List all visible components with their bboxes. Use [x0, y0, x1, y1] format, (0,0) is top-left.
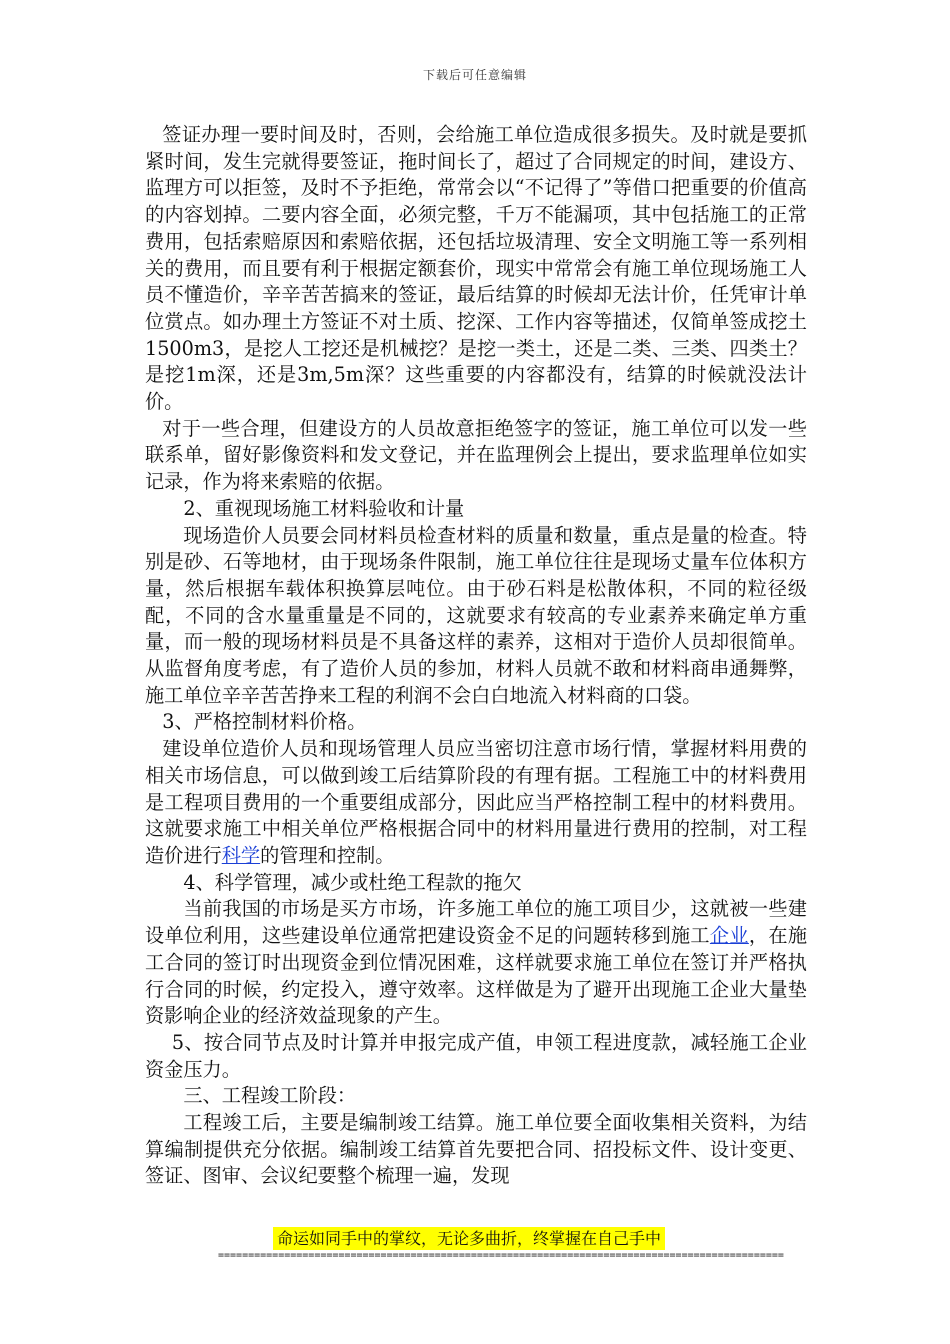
paragraph-final-settlement: 工程竣工后，主要是编制竣工结算。施工单位要全面收集相关资料，为结算编制提供充分依据。编制竣工结算首先要把合同、招投标文件、设计变更、签证、图审、会议纪要整个梳理一遍，发现 [145, 1111, 807, 1188]
link-enterprise[interactable]: 企业 [709, 924, 749, 948]
heading-completion-stage: 三、工程竣工阶段： [183, 1084, 357, 1108]
paragraph-text: 的管理和控制。 [260, 843, 395, 867]
document-body [145, 122, 807, 1190]
footer-divider: ============================================================================================== [218, 1250, 784, 1261]
heading-progress-payment: 5、按合同节点及时计算并申报完成产值，申领工程进度款，减轻施工企业资金压力。 [145, 1030, 807, 1081]
page-header: 下载后可任意编辑 [422, 68, 527, 82]
link-science[interactable]: 科学 [221, 843, 261, 867]
paragraph-material-check: 现场造价人员要会同材料员检查材料的质量和数量，重点是量的检查。特别是砂、石等地材，由于现场条件限制，施工单位往往是现场丈量车位体积方量，然后根据车载体积换算层吨位。由于砂石料是松散体积，不同的粒径级配，不同的含水量重量是不同的，这就要求有较高的专业素养来确定单方重量，而一般的现场材料员是不具备这样的素养，这相对于造价人员却很简单。从监督角度考虑，有了造价人员的参加，材料人员就不敢和材料商串通舞弊，施工单位辛辛苦苦挣来工程的利润不会白白地流入材料商的口袋。 [145, 523, 807, 707]
paragraph-text: 建设单位造价人员和现场管理人员应当密切注意市场行情，掌握材料用费的相关市场信息，可以做到竣工后结算阶段的有理有据。工程施工中的材料费用是工程项目费用的一个重要组成部分，因此应当严格控制工程中的材料费用。这就要求施工中相关单位严格根据合同中的材料用量进行费用的控制，对工程造价进行 [145, 737, 807, 867]
paragraph-text: ，在施工合同的签订时出现资金到位情况困难，这样就要求施工单位在签订并严格执行合同的时候，约定投入，遵守效率。这样做是为了避开出现施工企业大量垫资影响企业的经济效益现象的产生。 [145, 924, 808, 1028]
heading-material-price: 3、严格控制材料价格。 [162, 710, 367, 734]
heading-scientific-management: 4、科学管理，减少或杜绝工程款的拖欠 [183, 870, 522, 894]
paragraph-buyers-market [145, 896, 807, 1030]
paragraph-refused-visa: 对于一些合理，但建设方的人员故意拒绝签字的签证，施工单位可以发一些联系单，留好影像资料和发文登记，并在监理例会上提出，要求监理单位如实记录，作为将来索赔的依据。 [145, 416, 807, 494]
heading-material-acceptance: 2、重视现场施工材料验收和计量 [183, 496, 465, 520]
footer-banner: 命运如同手中的掌纹，无论多曲折，终掌握在自己手中 [273, 1227, 665, 1250]
paragraph-text: 当前我国的市场是买方市场，许多施工单位的施工项目少，这就被一些建设单位利用，这些建设单位通常把建设资金不足的问题转移到施工 [145, 897, 807, 948]
paragraph-visa-handling: 签证办理一要时间及时，否则，会给施工单位造成很多损失。及时就是要抓紧时间，发生完就得要签证，拖时间长了，超过了合同规定的时间，建设方、监理方可以拒签，及时不予拒绝，常常会以“不记得了”等借口把重要的价值高的内容划掉。二要内容全面，必须完整，千万不能漏项，其中包括施工的正常费用，包括索赔原因和索赔依据，还包括垃圾清理、安全文明施工等一系列相关的费用，而且要有利于根据定额套价，现实中常常会有施工单位现场施工人员不懂造价，辛辛苦苦搞来的签证，最后结算的时候却无法计价，任凭审计单位赏点。如办理土方签证不对土质、挖深、工作内容等描述，仅简单签成挖土1500m3，是挖人工挖还是机械挖？是挖一类土，还是二类、三类、四类土？是挖1m深，还是3m,5m深？这些重要的内容都没有，结算的时候就没法计价。 [145, 123, 807, 414]
paragraph-material-price [145, 736, 807, 870]
